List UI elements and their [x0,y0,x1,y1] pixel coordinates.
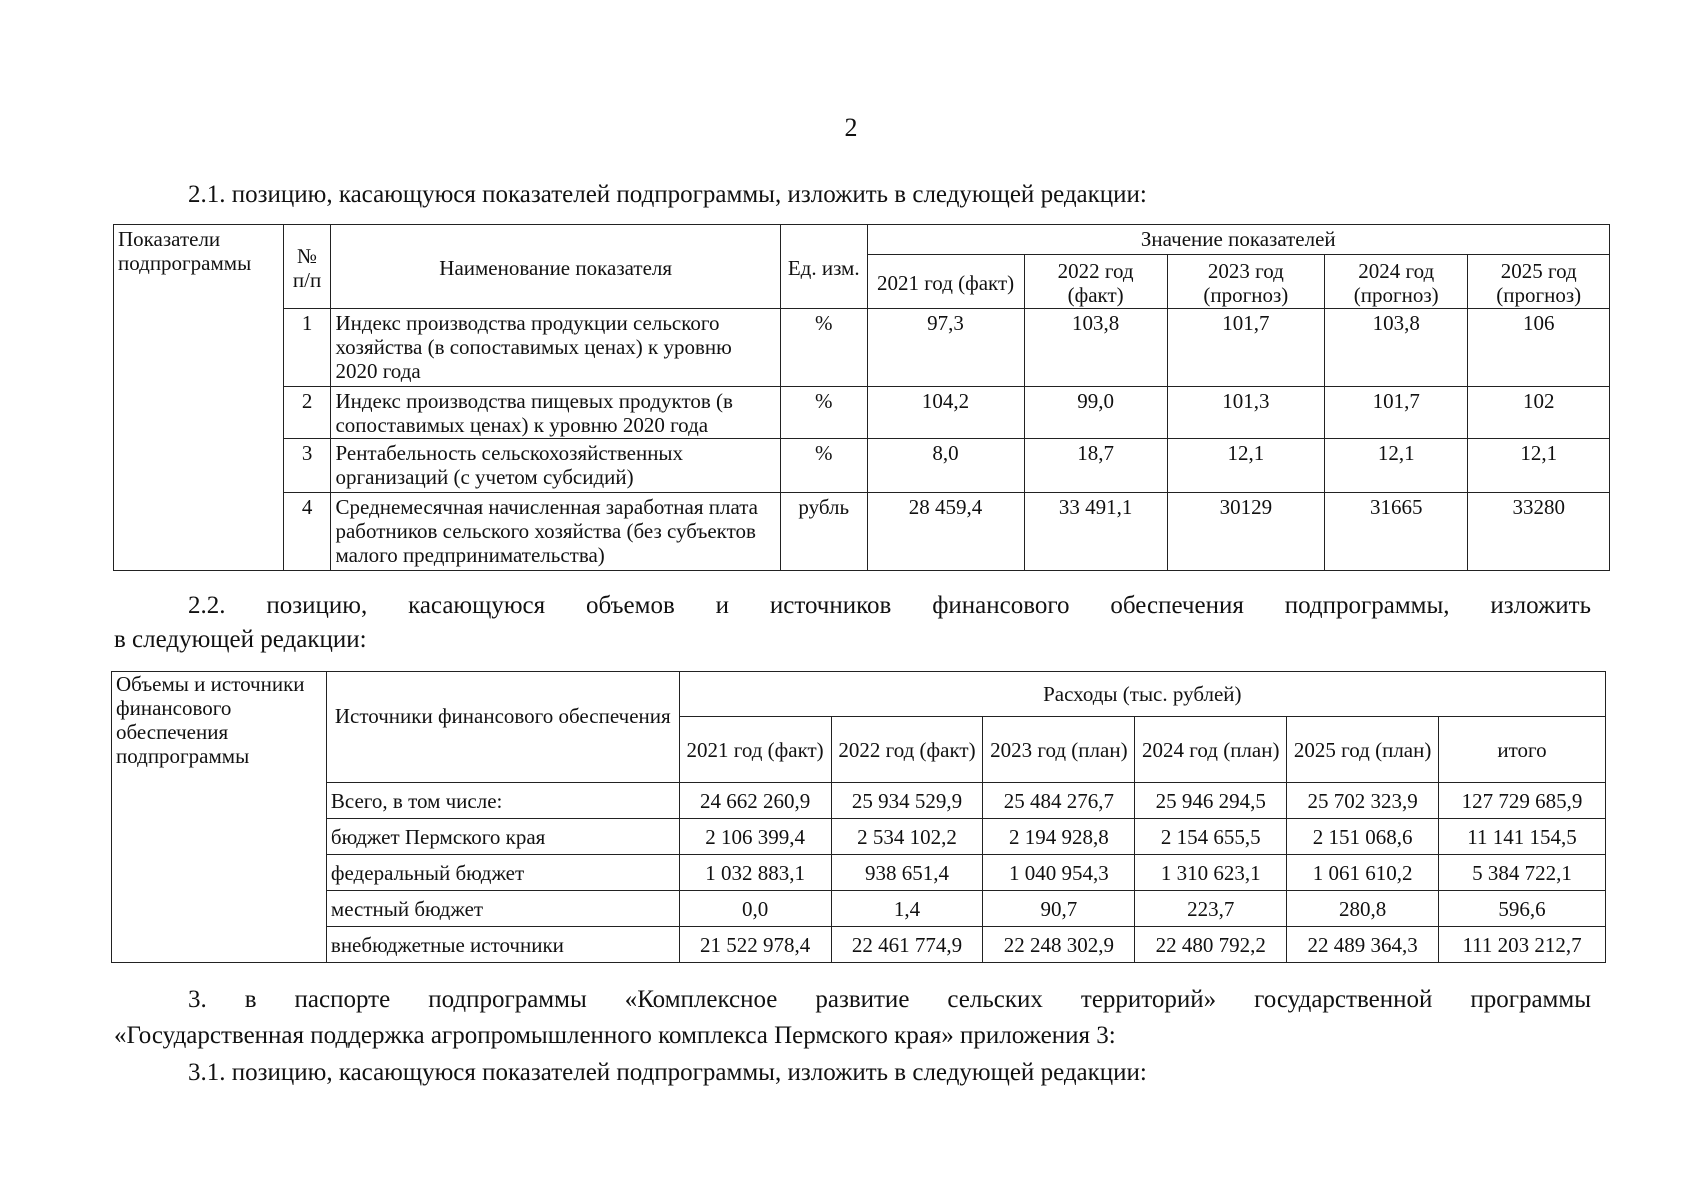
year-header: 2024 год (прогноз) [1324,255,1467,309]
expense-value: 90,7 [983,891,1135,927]
expense-total: 127 729 685,9 [1439,783,1606,819]
col-values-header: Значение показателей [867,225,1609,255]
indicator-name: Среднемесячная начисленная заработная плата работников сельского хозяйства (без субъектов малого предпринимательства) [331,493,780,571]
indicator-value: 101,7 [1324,387,1467,439]
row-num: 2 [283,387,331,439]
indicator-value: 28 459,4 [867,493,1024,571]
source-name: местный бюджет [326,891,679,927]
year-header: 2021 год (факт) [867,255,1024,309]
table-row [112,927,1606,963]
source-name: бюджет Пермского края [326,819,679,855]
expense-value: 2 194 928,8 [983,819,1135,855]
expense-value: 24 662 260,9 [679,783,831,819]
row-num: 4 [283,493,331,571]
indicator-value: 12,1 [1324,439,1467,493]
row-num: 3 [283,439,331,493]
section-3-1-text: 3.1. позицию, касающуюся показателей подпрограммы, изложить в следующей редакции: [188,1059,1147,1086]
year-header: 2025 год (прогноз) [1468,255,1610,309]
indicator-value: 99,0 [1024,387,1167,439]
table-row [112,819,1606,855]
indicator-unit: % [780,387,867,439]
expense-value: 1 040 954,3 [983,855,1135,891]
year-header: 2025 год (план) [1287,717,1439,783]
expense-value: 25 702 323,9 [1287,783,1439,819]
expense-value: 21 522 978,4 [679,927,831,963]
indicators-group-label: Показатели подпрограммы [114,225,284,571]
expense-value: 1,4 [831,891,983,927]
section-2-1-text: 2.1. позицию, касающуюся показателей подпрограммы, изложить в следующей редакции: [188,181,1147,208]
year-header: 2022 год (факт) [1024,255,1167,309]
indicators-table [113,224,1610,571]
year-header: 2023 год (план) [983,717,1135,783]
source-name: Всего, в том числе: [326,783,679,819]
indicator-value: 97,3 [867,309,1024,387]
table-row [112,783,1606,819]
expense-value: 2 106 399,4 [679,819,831,855]
source-name: федеральный бюджет [326,855,679,891]
col-unit-header: Ед. изм. [780,225,867,309]
section-3-text-line2: «Государственная поддержка агропромышленного комплекса Пермского края» приложения 3: [114,1022,1116,1049]
indicator-value: 101,3 [1167,387,1324,439]
indicator-unit: рубль [780,493,867,571]
expense-value: 1 061 610,2 [1287,855,1439,891]
expense-total: 111 203 212,7 [1439,927,1606,963]
indicator-value: 103,8 [1324,309,1467,387]
indicator-value: 12,1 [1167,439,1324,493]
indicator-unit: % [780,439,867,493]
indicator-name: Индекс производства продукции сельского хозяйства (в сопоставимых ценах) к уровню 2020 года [331,309,780,387]
col-num-header: № п/п [283,225,331,309]
expense-total: 5 384 722,1 [1439,855,1606,891]
expense-value: 25 934 529,9 [831,783,983,819]
indicator-value: 103,8 [1024,309,1167,387]
col-sources-header: Источники финансового обеспечения [326,672,679,783]
table-row [114,493,1610,571]
indicator-name: Рентабельность сельскохозяйственных организаций (с учетом субсидий) [331,439,780,493]
expense-value: 0,0 [679,891,831,927]
indicator-value: 106 [1468,309,1610,387]
expense-value: 280,8 [1287,891,1439,927]
indicator-value: 33280 [1468,493,1610,571]
section-2-2-text-line2: в следующей редакции: [114,626,367,653]
expense-value: 1 310 623,1 [1135,855,1287,891]
page-number: 2 [844,113,858,142]
expense-value: 223,7 [1135,891,1287,927]
indicator-name: Индекс производства пищевых продуктов (в сопоставимых ценах) к уровню 2020 года [331,387,780,439]
expense-value: 2 154 655,5 [1135,819,1287,855]
indicator-value: 30129 [1167,493,1324,571]
expense-total: 596,6 [1439,891,1606,927]
expense-value: 22 461 774,9 [831,927,983,963]
table-row [114,439,1610,493]
expense-value: 2 534 102,2 [831,819,983,855]
indicator-unit: % [780,309,867,387]
source-name: внебюджетные источники [326,927,679,963]
section-3-text-line1: 3. в паспорте подпрограммы «Комплексное развитие сельских территорий» государственной программы [188,986,1591,1013]
indicator-value: 12,1 [1468,439,1610,493]
col-name-header: Наименование показателя [331,225,780,309]
indicator-value: 33 491,1 [1024,493,1167,571]
expense-value: 22 248 302,9 [983,927,1135,963]
year-header: 2022 год (факт) [831,717,983,783]
financing-table [111,671,1606,963]
indicator-value: 18,7 [1024,439,1167,493]
total-header: итого [1439,717,1606,783]
expense-value: 1 032 883,1 [679,855,831,891]
expense-total: 11 141 154,5 [1439,819,1606,855]
year-header: 2021 год (факт) [679,717,831,783]
financing-group-label: Объемы и источники финансового обеспечения подпрограммы [112,672,327,963]
indicator-value: 101,7 [1167,309,1324,387]
expense-value: 22 480 792,2 [1135,927,1287,963]
indicator-value: 104,2 [867,387,1024,439]
year-header: 2023 год (прогноз) [1167,255,1324,309]
expense-value: 25 946 294,5 [1135,783,1287,819]
indicator-value: 102 [1468,387,1610,439]
section-2-2-text-line1: 2.2. позицию, касающуюся объемов и источников финансового обеспечения подпрограммы, изложить [188,592,1591,619]
table-row [114,309,1610,387]
table-row [112,891,1606,927]
table-row [112,855,1606,891]
expense-value: 2 151 068,6 [1287,819,1439,855]
indicator-value: 31665 [1324,493,1467,571]
indicator-value: 8,0 [867,439,1024,493]
expense-value: 22 489 364,3 [1287,927,1439,963]
table-row [114,387,1610,439]
row-num: 1 [283,309,331,387]
expense-value: 25 484 276,7 [983,783,1135,819]
col-expenses-header: Расходы (тыс. рублей) [679,672,1605,717]
year-header: 2024 год (план) [1135,717,1287,783]
expense-value: 938 651,4 [831,855,983,891]
